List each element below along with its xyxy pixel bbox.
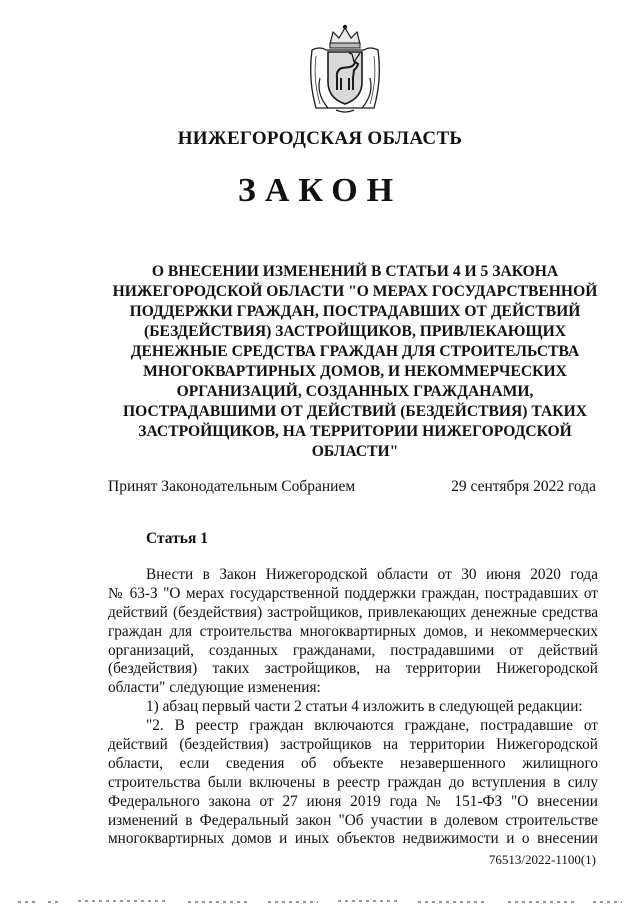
adoption-date: 29 сентября 2022 года: [451, 478, 596, 495]
law-title-line: О ВНЕСЕНИИ ИЗМЕНЕНИЙ В СТАТЬИ 4 И 5 ЗАКОНА: [151, 263, 559, 280]
coat-of-arms-emblem: [306, 20, 384, 116]
law-title-line: МНОГОКВАРТИРНЫХ ДОМОВ, И НЕКОММЕРЧЕСКИХ: [143, 363, 567, 380]
law-title-line: ДЕНЕЖНЫЕ СРЕДСТВА ГРАЖДАН ДЛЯ СТРОИТЕЛЬСТВА: [130, 343, 580, 360]
body-line: 1) абзац первый части 2 статьи 4 изложить в следующей редакции:: [146, 698, 583, 716]
body-line: области" следующие изменения:: [108, 679, 321, 697]
body-line: изменений в Федеральный закон "Об участии в долевом строительстве: [108, 811, 598, 829]
law-title-line: ОБЛАСТИ": [311, 443, 399, 460]
body-line: граждан для строительства многоквартирных домов, и некоммерческих: [108, 622, 598, 640]
article-heading: Статья 1: [146, 530, 208, 547]
body-line: действий (бездействия) застройщиков на территории Нижегородской: [108, 736, 598, 754]
document-type-heading: ЗАКОН: [237, 172, 403, 209]
law-title-line: (БЕЗДЕЙСТВИЯ) ЗАСТРОЙЩИКОВ, ПРИВЛЕКАЮЩИХ: [144, 323, 566, 340]
law-title-line: ПОДДЕРЖКИ ГРАЖДАН, ПОСТРАДАВШИХ ОТ ДЕЙСТВИЙ: [129, 303, 581, 320]
body-line: "2. В реестр граждан включаются граждане, пострадавшие от: [146, 717, 598, 735]
body-line: (бездействия) таких застройщиков, на территории Нижегородской: [108, 660, 598, 678]
body-line: строительства были включены в реестр граждан до вступления в силу: [108, 773, 598, 791]
body-line: многоквартирных домов и иных объектов недвижимости и о внесении: [108, 830, 598, 848]
law-title-line: ОРГАНИЗАЦИЙ, СОЗДАННЫХ ГРАЖДАНАМИ,: [176, 383, 534, 400]
law-title-line: НИЖЕГОРОДСКОЙ ОБЛАСТИ "О МЕРАХ ГОСУДАРСТВЕННОЙ: [112, 283, 598, 300]
body-line: № 63-З "О мерах государственной поддержки граждан, пострадавших от: [108, 584, 598, 602]
document-number: 76513/2022-1100(1): [488, 852, 596, 867]
body-line: Внести в Закон Нижегородской области от 30 июня 2020 года: [146, 566, 598, 583]
body-line: организаций, созданных гражданами, пострадавшими от действий: [108, 641, 598, 659]
law-title-line: ЗАСТРОЙЩИКОВ, НА ТЕРРИТОРИИ НИЖЕГОРОДСКОЙ: [138, 423, 572, 440]
law-title: [110, 262, 600, 462]
body-line: действий (бездействия) застройщиков, привлекающих денежные средства: [108, 603, 598, 621]
body-line: области, если сведения об объекте незавершенного жилищного: [108, 754, 598, 772]
body-line: Федерального закона от 27 июня 2019 года № 151-ФЗ "О внесении: [108, 792, 598, 810]
adopted-by: Принят Законодательным Собранием: [108, 478, 356, 495]
law-title-line: ПОСТРАДАВШИМИ ОТ ДЕЙСТВИЙ (БЕЗДЕЙСТВИЯ) ТАКИХ: [123, 403, 587, 420]
scan-edge-artifact: [18, 897, 622, 905]
article-body: [108, 566, 598, 849]
region-heading: НИЖЕГОРОДСКАЯ ОБЛАСТЬ: [177, 128, 463, 149]
